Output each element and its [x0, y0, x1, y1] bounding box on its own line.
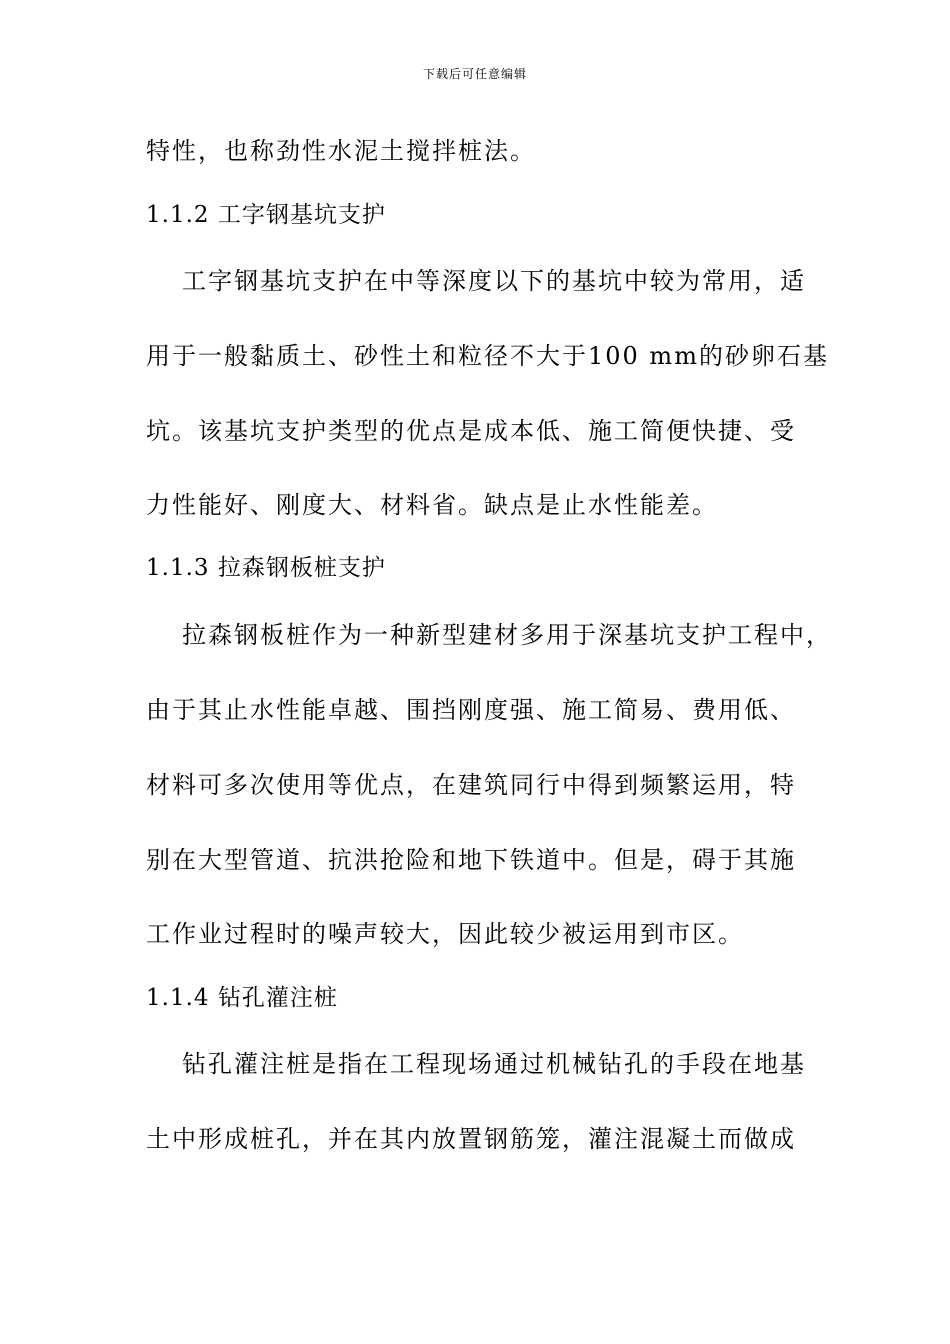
- section-heading-1-1-2: 1.1.2 工字钢基坑支护: [146, 202, 386, 228]
- section-heading-1-1-3: 1.1.3 拉森钢板桩支护: [146, 555, 386, 581]
- page-header: 下载后可任意编辑: [422, 67, 527, 81]
- body-line: 材料可多次使用等优点，在建筑同行中得到频繁运用，特: [146, 771, 796, 799]
- body-line: 力性能好、刚度大、材料省。缺点是止水性能差。: [146, 491, 718, 519]
- body-line: 拉森钢板桩作为一种新型建材多用于深基坑支护工程中，: [182, 621, 832, 649]
- body-line: 工作业过程时的噪声较大，因此较少被运用到市区。: [146, 920, 744, 948]
- body-line: 别在大型管道、抗洪抢险和地下铁道中。但是，碍于其施: [146, 846, 796, 874]
- body-line: 坑。该基坑支护类型的优点是成本低、施工简便快捷、受: [146, 417, 796, 445]
- body-line: 用于一般黏质土、砂性土和粒径不大于100 mm的砂卵石基: [146, 342, 829, 370]
- body-line: 由于其止水性能卓越、围挡刚度强、施工简易、费用低、: [146, 696, 796, 724]
- body-line: 钻孔灌注桩是指在工程现场通过机械钻孔的手段在地基: [182, 1050, 806, 1078]
- body-line: 工字钢基坑支护在中等深度以下的基坑中较为常用，适: [182, 267, 806, 295]
- section-heading-1-1-4: 1.1.4 钻孔灌注桩: [146, 985, 338, 1011]
- body-line: 土中形成桩孔，并在其内放置钢筋笼，灌注混凝土而做成: [146, 1125, 796, 1153]
- body-line: 特性，也称劲性水泥土搅拌桩法。: [146, 137, 536, 165]
